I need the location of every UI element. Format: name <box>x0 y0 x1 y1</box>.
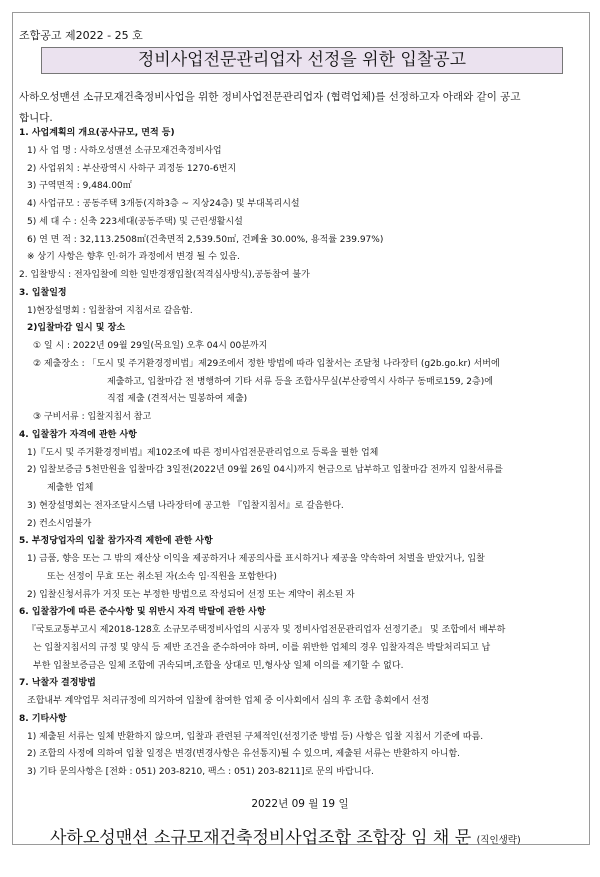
section-heading: 6. 입찰참가에 따른 준수사항 및 위반시 자격 박탈에 관한 사항 <box>19 607 266 618</box>
body-line: 3) 구역면적 : 9,484.00㎡ <box>27 181 132 192</box>
signature-line <box>50 823 590 848</box>
notice-date: 2022년 09 월 19 일 <box>251 798 349 810</box>
section-heading: 5. 부정당업자의 입찰 참가자격 제한에 관한 사항 <box>19 536 213 547</box>
body-line: 부한 입찰보증금은 일체 조합에 귀속되며,조합을 상대로 민,형사상 일체 이의를 제기할 수 없다. <box>33 660 404 671</box>
body-line: 1)『도시 및 주거환경정비법』제102조에 따른 정비사업전문관리업으로 등록을 필한 업체 <box>27 447 379 458</box>
body-line: 또는 선정이 무효 또는 취소된 자(소속 임·직원을 포함한다) <box>47 571 277 582</box>
body-line: 4) 사업규모 : 공동주택 3개동(지하3층 ~ 지상24층) 및 부대복리시설 <box>27 199 300 209</box>
section-heading: 3. 입찰일정 <box>19 287 67 298</box>
section-heading: 8. 기타사항 <box>19 713 67 724</box>
body-line: ③ 구비서류 : 입찰지침서 참고 <box>33 412 152 422</box>
intro-line: 사하오성맨션 소규모재건축정비사업을 위한 정비사업전문관리업자 (협력업체)를 선정하고자 아래와 같이 공고 <box>19 91 521 103</box>
intro-line: 합니다. <box>19 112 53 124</box>
seal-note: (직인생략) <box>476 835 521 846</box>
intro-paragraph <box>19 87 585 129</box>
body-line: 2) 입찰신청서류가 거짓 또는 부정한 방법으로 작성되어 선정 또는 계약이 취소된 자 <box>27 589 355 600</box>
body-line: 3) 기타 문의사항은 [전화 : 051) 203-8210, 팩스 : 051) 203-8211]로 문의 바랍니다. <box>27 767 374 777</box>
document-title: 정비사업전문관리업자 선정을 위한 입찰공고 <box>41 47 563 74</box>
body-line: 6) 연 면 적 : 32,113.2508㎡(건축면적 2,539.50㎡, 건폐율 30.00%, 용적률 239.97%) <box>27 234 384 245</box>
body-line: ① 일 시 : 2022년 09월 29일(목요일) 오후 04시 00분까지 <box>33 341 268 351</box>
body-line: 3) 현장설명회는 전자조달시스템 나라장터에 공고한 『입찰지침서』로 갈음한다. <box>27 500 344 511</box>
body-line: 2) 조합의 사정에 의하여 입찰 일정은 변경(변경사항은 유선통지)될 수 있으며, 제출된 서류는 반환하지 아니함. <box>27 749 461 760</box>
body-line: 1)현장설명회 : 입찰참여 지침서로 갈음함. <box>27 305 193 316</box>
section-heading: 2)입찰마감 일시 및 장소 <box>27 323 126 334</box>
body-line: 1) 금품, 향응 또는 그 밖의 재산상 이익을 제공하거나 제공의사를 표시하거나 제공을 약속하여 처벌을 받았거나, 입찰 <box>27 554 485 564</box>
body-line: ② 제출장소 : 「도시 및 주거환경정비법」제29조에서 정한 방법에 따라 입찰서는 조달청 나라장터 (g2b.go.kr) 서버에 <box>33 358 500 369</box>
body-line: 5) 세 대 수 : 신축 223세대(공동주택) 및 근린생활시설 <box>27 216 243 227</box>
body-line: 직접 제출 (견적서는 밀봉하여 제출) <box>107 394 248 405</box>
body-line: 1) 제출된 서류는 일체 반환하지 않으며, 입찰과 관련된 구체적인(선정기준 방법 등) 사항은 입찰 지침서 기준에 따름. <box>27 731 484 742</box>
body-line: 2) 컨소시엄불가 <box>27 518 92 529</box>
section-heading: 7. 낙찰자 결정방법 <box>19 678 96 689</box>
body-line: 제출하고, 입찰마감 전 병행하여 기타 서류 등을 조합사무실(부산광역시 사하구 동매로159, 2층)에 <box>107 376 493 387</box>
body-line: ※ 상기 사항은 향후 인·허가 과정에서 변경 될 수 있음. <box>27 252 240 263</box>
body-line: 『국토교통부고시 제2018-128호 소규모주택정비사업의 시공자 및 정비사업전문관리업자 선정기준』 및 조합에서 배부하 <box>27 625 506 635</box>
body-line: 조합내부 계약업무 처리규정에 의거하여 입찰에 참여한 업체 중 이사회에서 심의 후 조합 총회에서 선정 <box>27 696 430 706</box>
section-heading: 4. 입찰참가 자격에 관한 사항 <box>19 429 137 440</box>
notice-number: 조합공고 제2022 - 25 호 <box>19 29 143 42</box>
signatory: 사하오성맨션 소규모재건축정비사업조합 조합장 임 채 문 <box>50 828 472 848</box>
body-line: 2) 사업위치 : 부산광역시 사하구 괴정동 1270-6번지 <box>27 163 237 174</box>
document-body <box>19 125 585 782</box>
body-line: 1) 사 업 명 : 사하오성맨션 소규모재건축정비사업 <box>27 145 222 156</box>
section-heading: 1. 사업계획의 개요(공사규모, 면적 등) <box>19 128 175 138</box>
body-line: 2) 입찰보증금 5천만원을 입찰마감 3일전(2022년 09월 26일 04시)까지 현금으로 납부하고 입찰마감 전까지 입찰서류를 <box>27 465 503 476</box>
body-line: 제출한 업체 <box>47 483 94 493</box>
body-line: 는 입찰지침서의 규정 및 양식 등 제반 조건을 준수하여야 하며, 이를 위반한 업체의 경우 입찰자격은 박탈처리되고 납 <box>33 642 491 653</box>
body-line: 2. 입찰방식 : 전자입찰에 의한 일반경쟁입찰(적격심사방식),공동참여 불가 <box>19 270 310 280</box>
